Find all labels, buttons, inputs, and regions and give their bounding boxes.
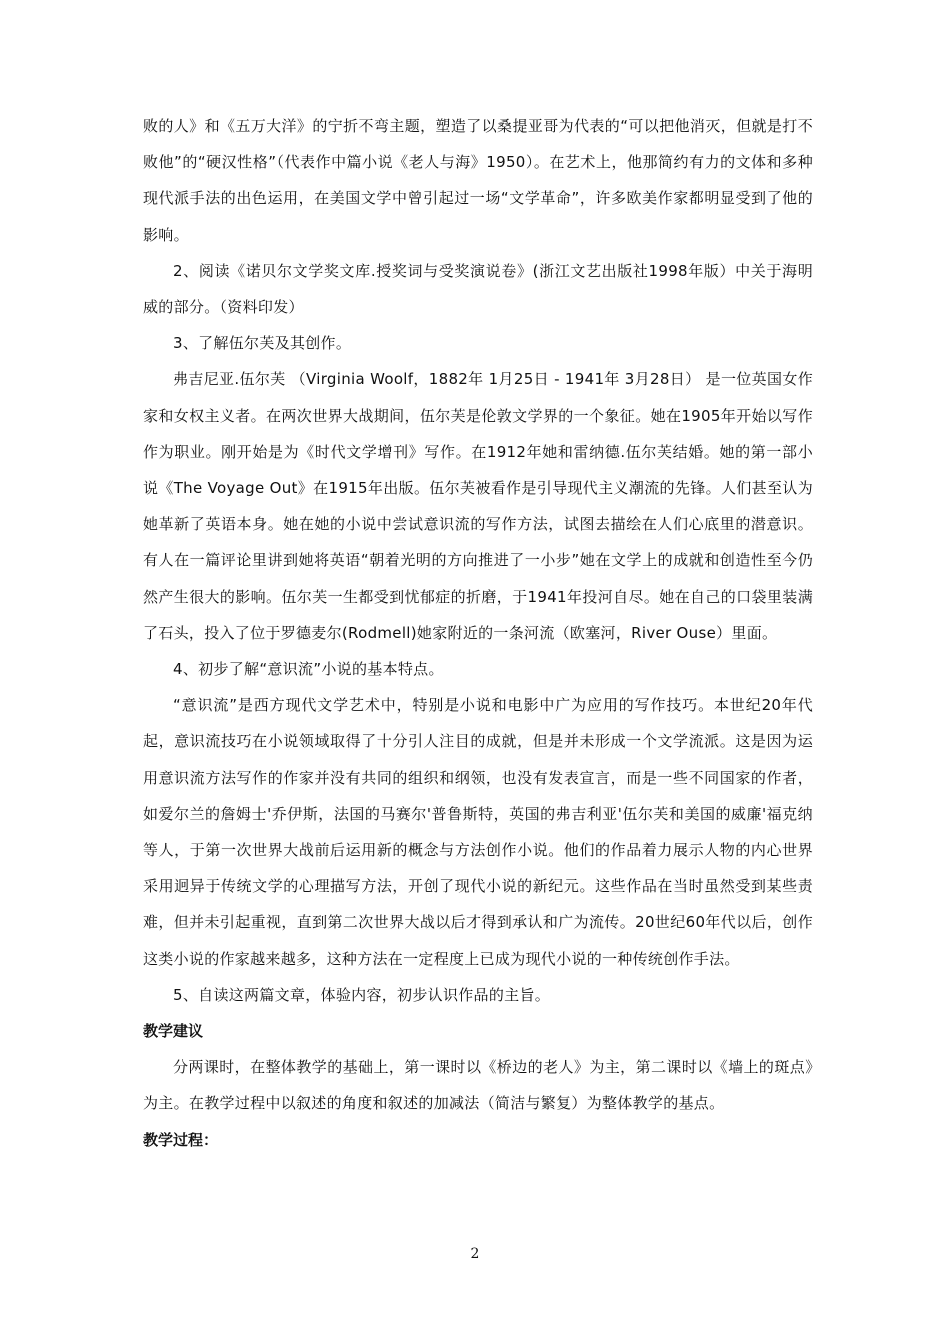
- paragraph-stream-of-consciousness: “意识流”是西方现代文学艺术中，特别是小说和电影中广为应用的写作技巧。本世纪20年代起，意识流技巧在小说领域取得了十分引人注目的成就，但是并未形成一个文学流派。这是因为运用意识流方法写作的作家并没有共同的组织和纲领，也没有发表宣言，而是一些不同国家的作者，如爱尔兰的詹姆士'乔伊斯，法国的马赛尔'普鲁斯特，英国的弗吉利亚'伍尔芙和美国的威廉'福克纳等人，于第一次世界大战前后运用新的概念与方法创作小说。他们的作品着力展示人物的内心世界采用迥异于传统文学的心理描写方法，开创了现代小说的新纪元。这些作品在当时虽然受到某些责难，但并未引起重视，直到第二次世界大战以后才得到承认和广为流传。20世纪60年代以后，创作这类小说的作家越来越多，这种方法在一定程度上已成为现代小说的一种传统创作手法。: [143, 696, 813, 968]
- heading-teaching-suggestion: 教学建议: [143, 1022, 204, 1041]
- paragraph-item-5: 5、自读这两篇文章，体验内容，初步认识作品的主旨。: [173, 985, 551, 1004]
- heading-teaching-process: 教学过程：: [143, 1130, 219, 1149]
- paragraph-item-3: 3、了解伍尔芙及其创作。: [173, 334, 352, 353]
- paragraph-woolf-bio: 弗吉尼亚.伍尔芙 （Virginia Woolf，1882年 1月25日 - 1941年 3月28日） 是一位英国女作家和女权主义者。在两次世界大战期间，伍尔芙是伦敦文学界的一个象征。她在1905年开始以写作作为职业。刚开始是为《时代文学增刊》写作。在1912年她和雷纳德.伍尔芙结婚。她的第一部小说《The Voyage Out》在1915年出版。伍尔芙被看作是引导现代主义潮流的先锋。人们甚至认为她革新了英语本身。她在她的小说中尝试意识流的写作方法，试图去描绘在人们心底里的潜意识。有人在一篇评论里讲到她将英语“朝着光明的方向推进了一小步”她在文学上的成就和创造性至今仍然产生很大的影响。伍尔芙一生都受到忧郁症的折磨，于1941年投河自尽。她在自己的口袋里装满了石头，投入了位于罗德麦尔(Rodmell)她家附近的一条河流（欧塞河，River Ouse）里面。: [143, 370, 813, 642]
- page-number: 2: [470, 1246, 480, 1262]
- paragraph-item-2: 2、阅读《诺贝尔文学奖文库.授奖词与受奖演说卷》(浙江文艺出版社1998年版）中关于海明威的部分。（资料印发）: [143, 261, 813, 317]
- page-body: [143, 108, 813, 1158]
- paragraph-hemingway-bio: 败的人》和《五万大洋》的宁折不弯主题，塑造了以桑提亚哥为代表的“可以把他消灭，但就是打不败他”的“硬汉性格”（代表作中篇小说《老人与海》1950）。在艺术上，他那简约有力的文体和多种现代派手法的出色运用，在美国文学中曾引起过一场“文学革命”，许多欧美作家都明显受到了他的影响。: [143, 117, 813, 244]
- paragraph-teaching-suggestion: 分两课时，在整体教学的基础上，第一课时以《桥边的老人》为主，第二课时以《墙上的斑点》为主。在教学过程中以叙述的角度和叙述的加减法（简洁与繁复）为整体教学的基点。: [143, 1058, 813, 1113]
- paragraph-item-4: 4、初步了解“意识流”小说的基本特点。: [173, 660, 444, 679]
